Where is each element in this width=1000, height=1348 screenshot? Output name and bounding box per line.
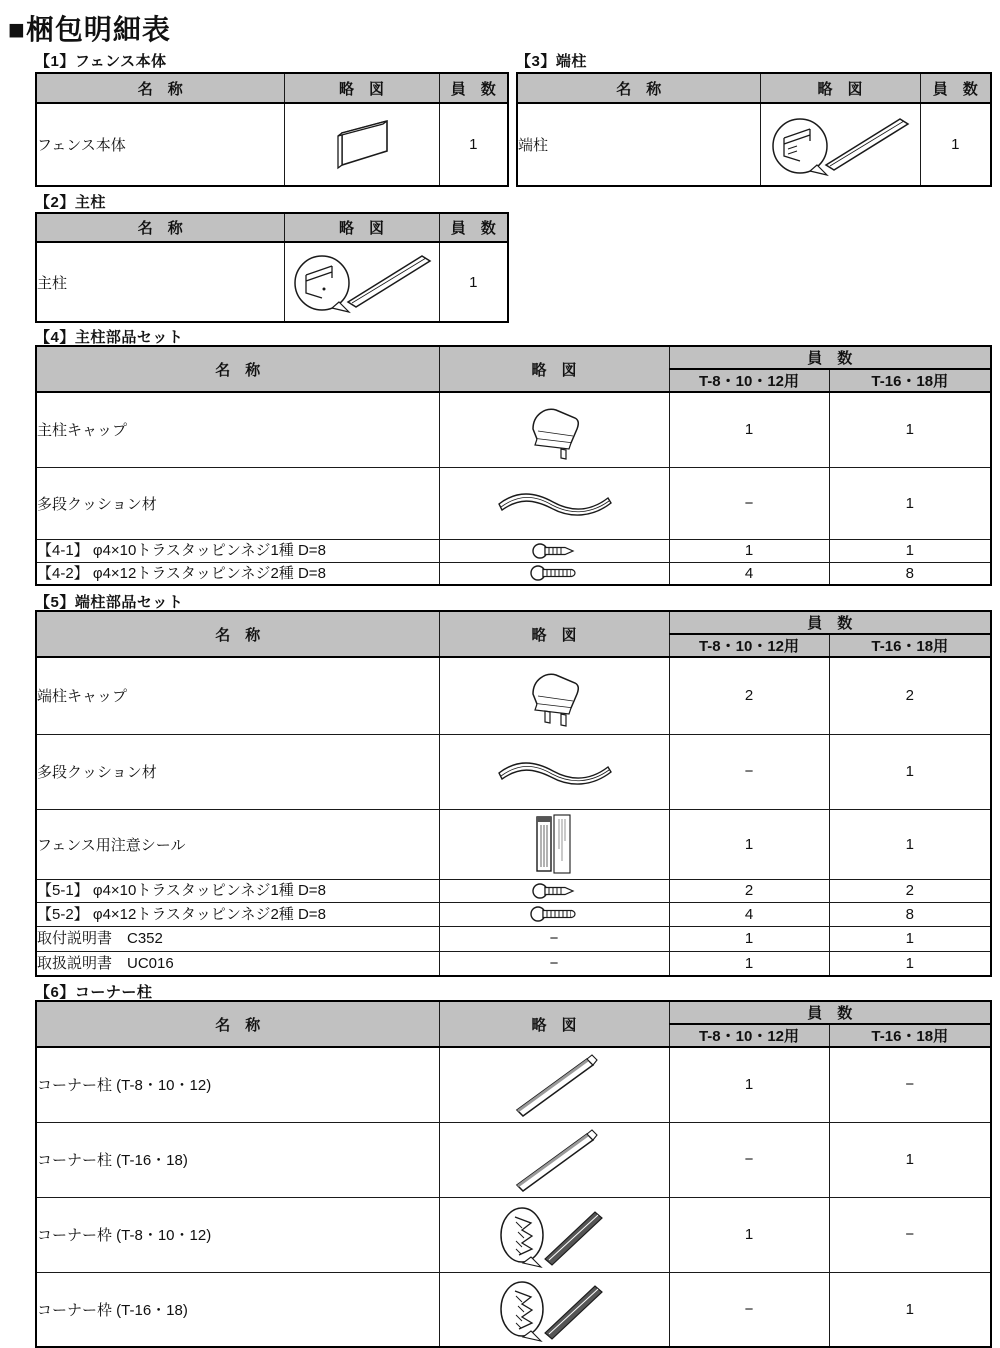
col-header-qty: 員 数 — [669, 346, 991, 369]
table-row — [36, 103, 508, 186]
section-1-label: 【1】フェンス本体 — [35, 53, 167, 70]
part-qty-t16: 1 — [829, 951, 991, 976]
table-6-corner-post — [35, 1000, 992, 1348]
part-qty-t16: 8 — [829, 562, 991, 585]
corner-post-sketch — [440, 1125, 669, 1195]
part-name: フェンス本体 — [36, 103, 284, 186]
table-row — [36, 1272, 991, 1347]
truss-screw-type2-sketch — [440, 904, 669, 924]
part-name: 多段クッション材 — [36, 734, 439, 809]
table-row — [36, 734, 991, 809]
section-4-label: 【4】主柱部品セット — [35, 329, 184, 346]
part-name: 端柱 — [517, 103, 760, 186]
part-qty: 1 — [920, 103, 991, 186]
col-header-sketch: 略 図 — [760, 73, 920, 103]
part-qty-t16: 1 — [829, 926, 991, 951]
section-6-label: 【6】コーナー柱 — [35, 984, 153, 1001]
part-qty-t16: 8 — [829, 902, 991, 926]
part-sketch-dash: − — [439, 926, 669, 951]
col-header-size-t8-10-12: T-8・10・12用 — [669, 1024, 829, 1047]
part-name: コーナー柱 (T-16・18) — [36, 1122, 439, 1197]
col-header-name: 名 称 — [36, 213, 284, 242]
col-header-qty: 員 数 — [669, 1001, 991, 1024]
part-qty-t8: 1 — [669, 1197, 829, 1272]
corner-post-sketch — [440, 1050, 669, 1120]
section-2-label: 【2】主柱 — [35, 194, 106, 211]
part-qty: 1 — [439, 242, 508, 322]
table-header-row — [36, 73, 508, 103]
table-row — [517, 103, 991, 186]
table-row — [36, 1197, 991, 1272]
end-post-cap-sketch — [440, 664, 669, 728]
table-row — [36, 467, 991, 539]
table-row — [36, 1047, 991, 1122]
cushion-strip-sketch — [440, 755, 669, 789]
part-qty-t16: 1 — [829, 539, 991, 562]
table-row — [36, 539, 991, 562]
truss-screw-type1-sketch — [440, 541, 669, 561]
col-header-size-t16-18: T-16・18用 — [829, 369, 991, 392]
part-name: コーナー柱 (T-8・10・12) — [36, 1047, 439, 1122]
part-name: 取扱説明書 UC016 — [36, 951, 439, 976]
cushion-strip-sketch — [440, 486, 669, 520]
table-5-end-post-parts — [35, 610, 992, 977]
main-post-cap-sketch — [440, 399, 669, 461]
caution-sticker-sketch — [440, 813, 669, 875]
part-name: フェンス用注意シール — [36, 809, 439, 879]
table-2-main-post — [35, 212, 509, 323]
part-qty-t16: 2 — [829, 879, 991, 902]
table-row — [36, 809, 991, 879]
part-qty-t8: − — [669, 1122, 829, 1197]
col-header-name: 名 称 — [36, 611, 439, 657]
section-3-label: 【3】端柱 — [516, 53, 587, 70]
section-5-label: 【5】端柱部品セット — [35, 594, 184, 611]
table-row — [36, 951, 991, 976]
part-name: 【5-1】 φ4×10トラスタッピンネジ1種 D=8 — [36, 879, 439, 902]
part-qty-t16: 1 — [829, 734, 991, 809]
part-qty-t8: 4 — [669, 902, 829, 926]
part-qty-t16: − — [829, 1197, 991, 1272]
col-header-sketch: 略 図 — [284, 73, 439, 103]
part-qty-t8: − — [669, 467, 829, 539]
col-header-qty: 員 数 — [439, 213, 508, 242]
table-row — [36, 392, 991, 467]
part-qty-t8: 1 — [669, 539, 829, 562]
table-row — [36, 242, 508, 322]
col-header-qty: 員 数 — [920, 73, 991, 103]
part-name: 【4-1】 φ4×10トラスタッピンネジ1種 D=8 — [36, 539, 439, 562]
part-qty-t8: − — [669, 1272, 829, 1347]
col-header-name: 名 称 — [36, 73, 284, 103]
part-qty-t8: 1 — [669, 392, 829, 467]
col-header-name: 名 称 — [36, 1001, 439, 1047]
col-header-qty: 員 数 — [669, 611, 991, 634]
truss-screw-type1-sketch — [440, 881, 669, 901]
part-qty-t8: 1 — [669, 1047, 829, 1122]
part-qty-t16: 1 — [829, 1272, 991, 1347]
part-qty-t8: 1 — [669, 809, 829, 879]
part-qty-t8: 1 — [669, 926, 829, 951]
part-qty-t16: 2 — [829, 657, 991, 734]
corner-frame-sketch — [440, 1199, 669, 1271]
table-row — [36, 562, 991, 585]
table-4-main-post-parts — [35, 345, 992, 586]
part-qty-t16: 1 — [829, 1122, 991, 1197]
table-row — [36, 1122, 991, 1197]
col-header-sketch: 略 図 — [439, 1001, 669, 1047]
col-header-size-t8-10-12: T-8・10・12用 — [669, 369, 829, 392]
col-header-name: 名 称 — [517, 73, 760, 103]
part-name: 多段クッション材 — [36, 467, 439, 539]
part-qty-t16: 1 — [829, 392, 991, 467]
col-header-qty: 員 数 — [439, 73, 508, 103]
fence-panel-sketch — [285, 116, 439, 174]
part-qty-t8: 2 — [669, 657, 829, 734]
part-qty: 1 — [439, 103, 508, 186]
col-header-size-t16-18: T-16・18用 — [829, 1024, 991, 1047]
table-row — [36, 902, 991, 926]
col-header-sketch: 略 図 — [284, 213, 439, 242]
col-header-size-t16-18: T-16・18用 — [829, 634, 991, 657]
part-name: 【5-2】 φ4×12トラスタッピンネジ2種 D=8 — [36, 902, 439, 926]
table-row — [36, 657, 991, 734]
part-name: 主柱 — [36, 242, 284, 322]
part-qty-t8: 2 — [669, 879, 829, 902]
part-name: 主柱キャップ — [36, 392, 439, 467]
page-title: ■梱包明細表 — [8, 14, 171, 45]
table-row — [36, 879, 991, 902]
table-header-row — [517, 73, 991, 103]
part-name: 取付説明書 C352 — [36, 926, 439, 951]
part-qty-t8: 1 — [669, 951, 829, 976]
table-row — [36, 926, 991, 951]
part-qty-t8: 4 — [669, 562, 829, 585]
table-header-row — [36, 346, 991, 369]
part-name: 端柱キャップ — [36, 657, 439, 734]
table-3-end-post — [516, 72, 992, 187]
table-header-row — [36, 213, 508, 242]
table-header-row — [36, 611, 991, 634]
table-header-row — [36, 1001, 991, 1024]
part-qty-t16: − — [829, 1047, 991, 1122]
table-1-fence-body — [35, 72, 509, 187]
part-name: 【4-2】 φ4×12トラスタッピンネジ2種 D=8 — [36, 562, 439, 585]
corner-frame-sketch — [440, 1273, 669, 1345]
part-sketch-dash: − — [439, 951, 669, 976]
col-header-name: 名 称 — [36, 346, 439, 392]
main-post-sketch — [285, 245, 439, 319]
truss-screw-type2-sketch — [440, 563, 669, 583]
col-header-size-t8-10-12: T-8・10・12用 — [669, 634, 829, 657]
end-post-sketch — [761, 108, 920, 182]
part-qty-t8: − — [669, 734, 829, 809]
part-name: コーナー枠 (T-16・18) — [36, 1272, 439, 1347]
part-name: コーナー枠 (T-8・10・12) — [36, 1197, 439, 1272]
col-header-sketch: 略 図 — [439, 611, 669, 657]
part-qty-t16: 1 — [829, 467, 991, 539]
col-header-sketch: 略 図 — [439, 346, 669, 392]
part-qty-t16: 1 — [829, 809, 991, 879]
